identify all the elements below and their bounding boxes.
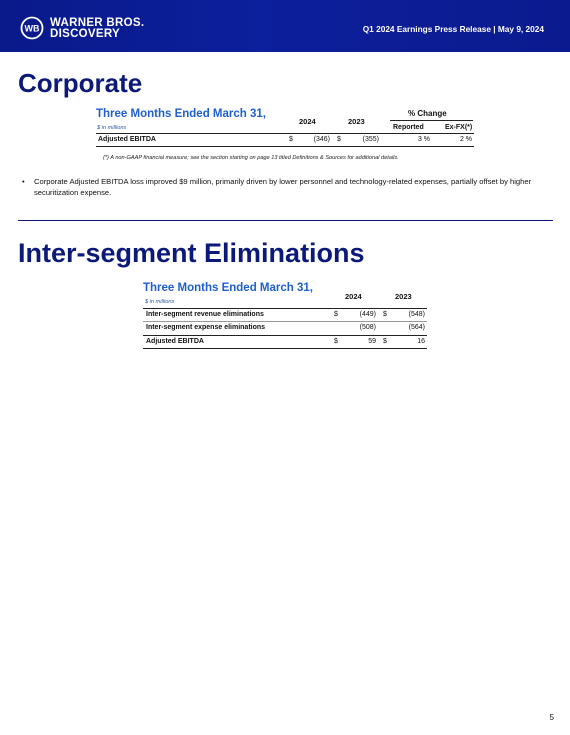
brand-line2: DISCOVERY bbox=[50, 28, 121, 40]
row-val-2023: 16 bbox=[417, 338, 425, 345]
row-val-2024: (508) bbox=[359, 324, 376, 331]
pct-change-underline bbox=[390, 120, 473, 121]
row-rule bbox=[143, 348, 427, 349]
elims-col-2023: 2023 bbox=[395, 292, 412, 301]
corporate-pct-change: % Change bbox=[408, 109, 447, 118]
section-divider bbox=[18, 220, 553, 221]
page-number: 5 bbox=[549, 713, 554, 722]
row-val-2023: (548) bbox=[408, 311, 425, 318]
corporate-col-reported: Reported bbox=[393, 124, 424, 131]
row-dollar-2024: $ bbox=[334, 311, 338, 318]
svg-text:WB: WB bbox=[24, 23, 40, 34]
row-rule bbox=[143, 321, 427, 322]
brand-line1: WARNER BROS. bbox=[50, 17, 145, 29]
corporate-col-2024: 2024 bbox=[299, 117, 316, 126]
row-val-2024: (449) bbox=[359, 311, 376, 318]
elims-header-rule bbox=[143, 308, 427, 309]
corporate-col-2023: 2023 bbox=[348, 117, 365, 126]
row-dollar-2024: $ bbox=[334, 338, 338, 345]
row-rule bbox=[143, 335, 427, 336]
corporate-footnote: (*) A non-GAAP financial measure; see the section starting on page 13 titled Definitions & Sources for additional details. bbox=[103, 155, 399, 161]
wbd-shield-logo-icon bbox=[20, 16, 44, 40]
corporate-bullet: Corporate Adjusted EBITDA loss improved $9 million, primarily driven by lower personnel and technology-related expenses, partially offset by higher securitization expense. bbox=[34, 177, 532, 197]
row-val-2024: 59 bbox=[368, 338, 376, 345]
corporate-dollar-2023: $ bbox=[337, 136, 341, 143]
elims-units: $ in millions bbox=[145, 299, 175, 305]
corporate-val-2024: (346) bbox=[313, 136, 330, 143]
row-label: Inter-segment expense eliminations bbox=[146, 324, 266, 331]
corporate-reported: 3 % bbox=[417, 136, 430, 143]
header-bar bbox=[0, 0, 570, 52]
corporate-row-label: Adjusted EBITDA bbox=[98, 136, 156, 143]
row-val-2023: (564) bbox=[408, 324, 425, 331]
corporate-title: Corporate bbox=[18, 68, 143, 98]
bullet-dot: • bbox=[22, 177, 25, 186]
elims-table-title: Three Months Ended March 31, bbox=[143, 282, 313, 294]
elims-col-2024: 2024 bbox=[345, 292, 362, 301]
row-label: Adjusted EBITDA bbox=[146, 338, 204, 345]
corporate-footer-rule bbox=[96, 146, 474, 147]
elims-title: Inter-segment Eliminations bbox=[18, 238, 365, 268]
corporate-exfx: 2 % bbox=[459, 136, 472, 143]
corporate-dollar-2024: $ bbox=[289, 136, 293, 143]
release-info: Q1 2024 Earnings Press Release | May 9, 2024 bbox=[362, 24, 544, 34]
corporate-table-title: Three Months Ended March 31, bbox=[96, 108, 266, 120]
corporate-header-rule bbox=[96, 133, 474, 134]
corporate-units: $ in millions bbox=[97, 125, 127, 131]
row-label: Inter-segment revenue eliminations bbox=[146, 311, 264, 318]
row-dollar-2023: $ bbox=[383, 311, 387, 318]
corporate-val-2023: (355) bbox=[362, 136, 379, 143]
corporate-col-exfx: Ex-FX(*) bbox=[445, 124, 473, 131]
brand-name bbox=[50, 18, 144, 40]
row-dollar-2023: $ bbox=[383, 338, 387, 345]
